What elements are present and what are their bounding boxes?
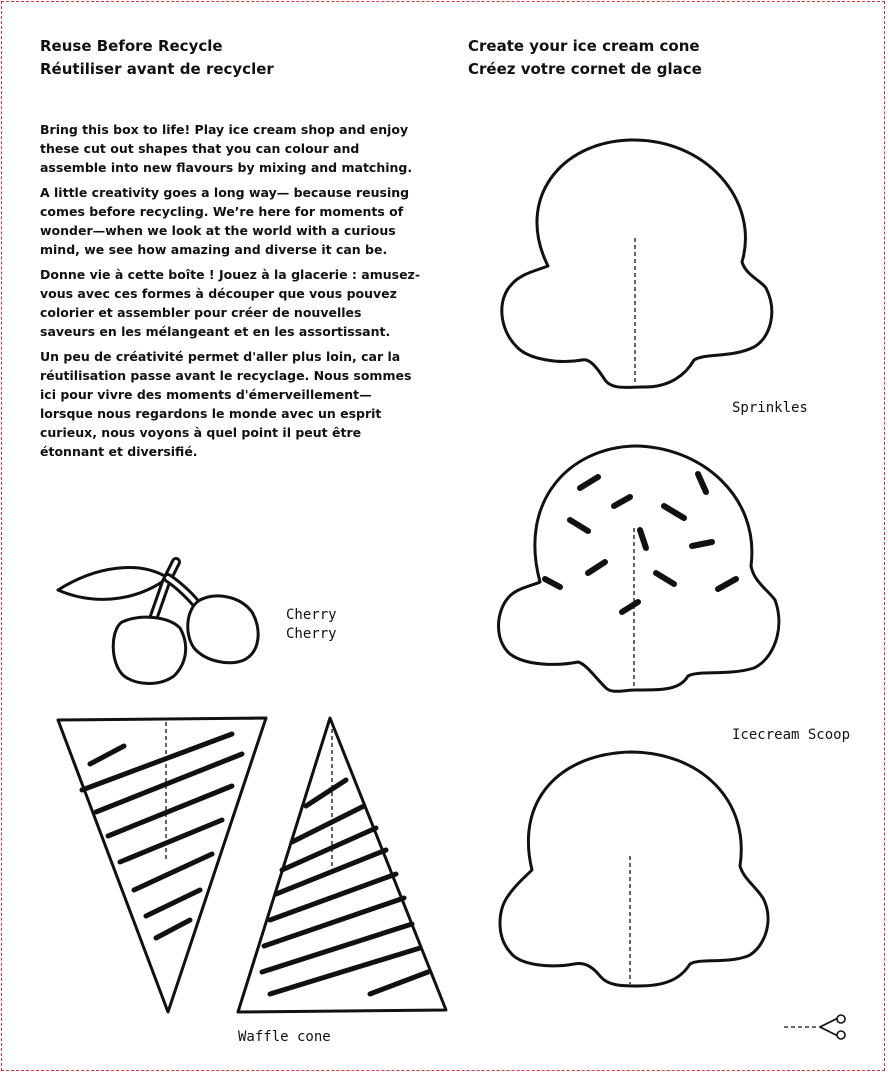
top-scoop-shape (502, 140, 772, 387)
waffle-cone-shape-2 (238, 718, 446, 1012)
cherry-label-fr: Cherry (286, 626, 337, 642)
paragraph-4: Un peu de créativité permet d'aller plus loin, car la réutilisation passe avant le recyclage. Nous sommes ici pour vivre des moments d'émerveillement— lorsque nous regardons le monde avec un esprit curieux, nous voyons à quel point il peut être étonnant et diversifié. (40, 349, 412, 459)
sprinkles-label: Sprinkles (732, 400, 808, 416)
paragraph-2: A little creativity goes a long way— because reusing comes before recycling. We’re here for moments of wonder—when we look at the world with a curious mind, we see how amazing and diverse it can be. (40, 185, 410, 257)
paragraph-3: Donne vie à cette boîte ! Jouez à la glacerie : amusez-vous avec ces formes à découper que vous pouvez colorier et assembler pour créer de nouvelles saveurs en les mélangeant et en les assortissant. (40, 267, 421, 339)
right-heading-line-2: Créez votre cornet de glace (468, 60, 702, 78)
scissors-icon (782, 1014, 852, 1040)
icecream-scoop-label: Icecream Scoop (732, 727, 851, 743)
right-heading-line-1: Create your ice cream cone (468, 37, 700, 55)
cherry-shape (58, 562, 258, 684)
paragraph-1: Bring this box to life! Play ice cream shop and enjoy these cut out shapes that you can colour and assemble into new flavours by mixing and matching. (40, 122, 413, 175)
left-heading-line-1: Reuse Before Recycle (40, 37, 223, 55)
waffle-cone-label: Waffle cone (238, 1029, 331, 1045)
icecream-scoop-shape (500, 752, 768, 986)
cherry-label-en: Cherry (286, 607, 337, 623)
waffle-cone-shape-1 (58, 718, 266, 1012)
left-heading-line-2: Réutiliser avant de recycler (40, 60, 274, 78)
sprinkles-scoop-shape (499, 446, 779, 691)
